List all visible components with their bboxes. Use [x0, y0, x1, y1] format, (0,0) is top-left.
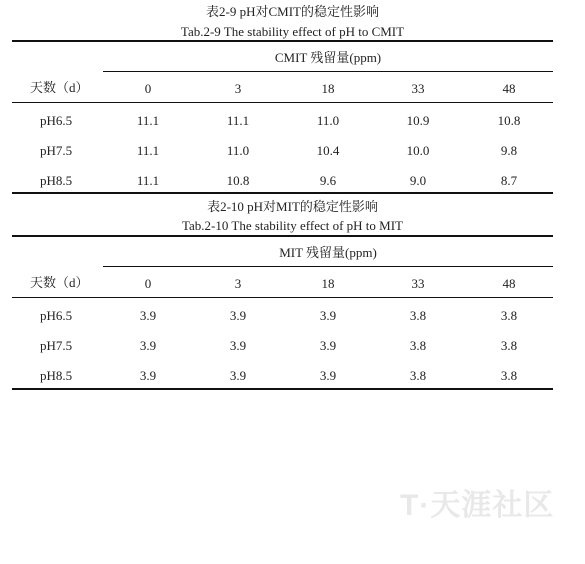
- table2-day-header: 33: [411, 276, 425, 291]
- table1-day-header: 33: [411, 81, 425, 96]
- table2-bottom-rule: [12, 388, 553, 390]
- table-cell: 10.8: [226, 173, 250, 188]
- table1-day-header: 48: [502, 81, 516, 96]
- table-cell: 3.8: [500, 338, 518, 353]
- table-cell: 3.9: [139, 368, 157, 383]
- table-cell: 11.1: [136, 113, 160, 128]
- row-label: pH6.5: [40, 113, 73, 128]
- table-cell: 3.9: [229, 308, 247, 323]
- table-cell: 10.4: [316, 143, 340, 158]
- table-cell: 9.8: [500, 143, 518, 158]
- table2-day-header: 0: [144, 276, 152, 291]
- table1-top-rule: [12, 40, 553, 42]
- table-cell: 8.7: [500, 173, 518, 188]
- table2-day-label: 天数（d）: [30, 275, 89, 290]
- table1-day-header: 3: [234, 81, 242, 96]
- table2-header-rule: [12, 297, 553, 298]
- row-label: pH7.5: [40, 338, 73, 353]
- table-cell: 3.9: [319, 338, 337, 353]
- table-cell: 10.0: [406, 143, 430, 158]
- table2-subheader-rule: [103, 266, 553, 267]
- table1-day-header: 0: [144, 81, 152, 96]
- table-cell: 11.0: [226, 143, 250, 158]
- table2-caption-en: Tab.2-10 The stability effect of pH to MIT: [182, 218, 403, 233]
- table-cell: 3.8: [409, 308, 427, 323]
- table2-day-header: 18: [321, 276, 335, 291]
- table2-day-header: 48: [502, 276, 516, 291]
- row-label: pH7.5: [40, 143, 73, 158]
- table2-caption-cn: 表2-10 pH对MIT的稳定性影响: [207, 199, 378, 214]
- table-cell: 3.8: [409, 338, 427, 353]
- table-cell: 11.1: [136, 143, 160, 158]
- table-cell: 3.9: [139, 338, 157, 353]
- row-label: pH6.5: [40, 308, 73, 323]
- table-cell: 11.1: [136, 173, 160, 188]
- table-cell: 9.0: [409, 173, 427, 188]
- table-cell: 3.8: [500, 368, 518, 383]
- table-cell: 9.6: [319, 173, 337, 188]
- row-label: pH8.5: [40, 173, 73, 188]
- watermark: T·天涯社区: [400, 489, 555, 522]
- table1-header-rule: [12, 102, 553, 103]
- table-cell: 3.9: [229, 338, 247, 353]
- table-cell: 3.9: [319, 308, 337, 323]
- row-label: pH8.5: [40, 368, 73, 383]
- table1-subheader-rule: [103, 71, 553, 72]
- table-cell: 10.9: [406, 113, 430, 128]
- table2-group-header: MIT 残留量(ppm): [279, 245, 377, 260]
- table2-top-rule: [12, 235, 553, 237]
- table-cell: 11.0: [316, 113, 340, 128]
- table-cell: 3.8: [500, 308, 518, 323]
- table1-day-label: 天数（d）: [30, 80, 89, 95]
- table-cell: 11.1: [226, 113, 250, 128]
- table-cell: 10.8: [497, 113, 521, 128]
- table1-day-header: 18: [321, 81, 335, 96]
- table1-bottom-rule: [12, 192, 553, 194]
- table-cell: 3.8: [409, 368, 427, 383]
- table2-day-header: 3: [234, 276, 242, 291]
- table-cell: 3.9: [319, 368, 337, 383]
- table1-caption-cn: 表2-9 pH对CMIT的稳定性影响: [206, 4, 379, 19]
- table1-caption-en: Tab.2-9 The stability effect of pH to CMIT: [180, 24, 405, 39]
- table-cell: 3.9: [139, 308, 157, 323]
- table1-group-header: CMIT 残留量(ppm): [274, 50, 382, 65]
- table-cell: 3.9: [229, 368, 247, 383]
